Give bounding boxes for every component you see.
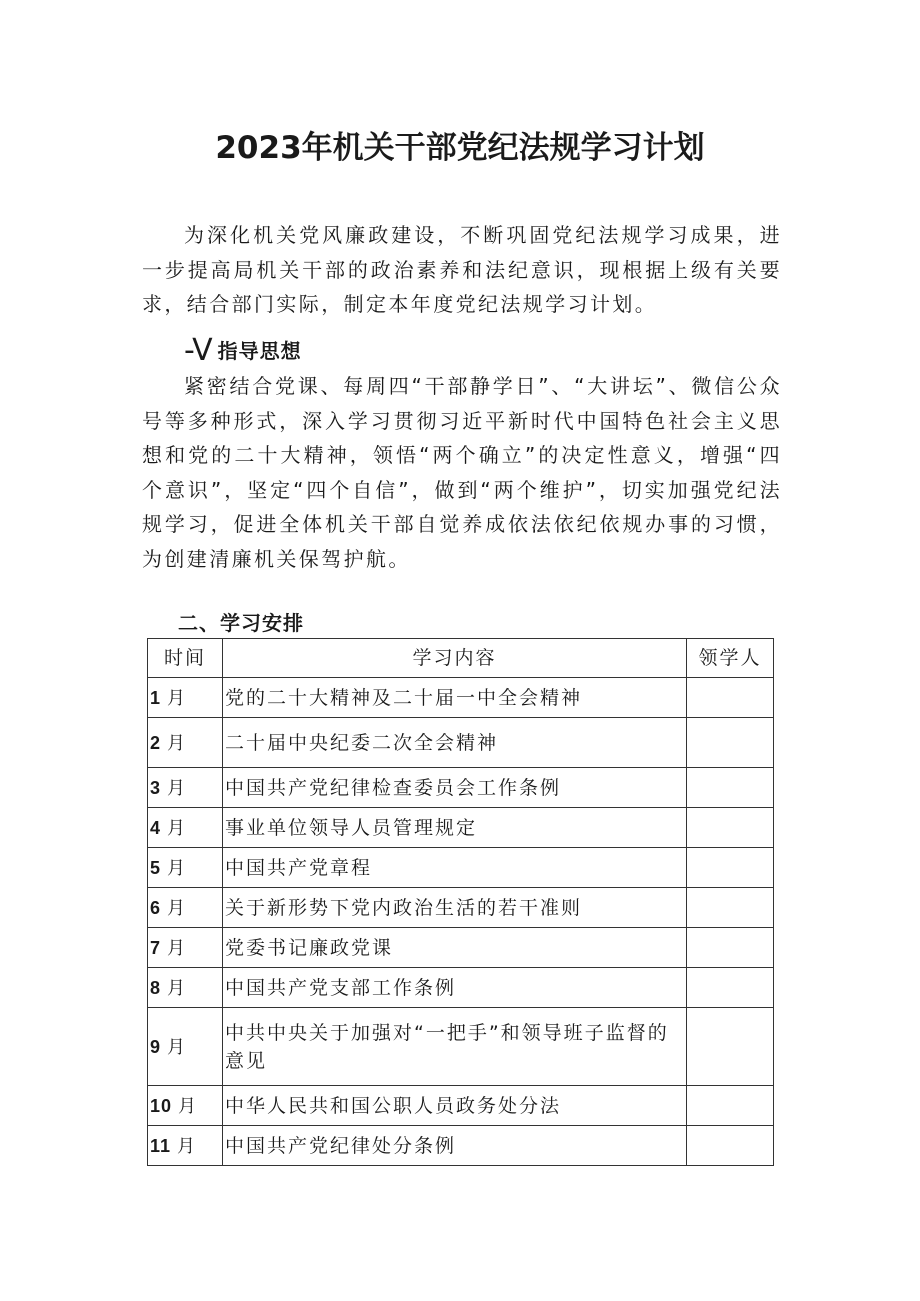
month-unit: 月 <box>167 857 187 878</box>
header-time: 时间 <box>148 639 223 678</box>
month-cell <box>148 848 223 888</box>
table-row <box>148 928 774 968</box>
table-row <box>148 678 774 718</box>
month-number: 2 <box>150 732 162 753</box>
month-unit: 月 <box>167 1036 187 1057</box>
month-number: 9 <box>150 1036 162 1057</box>
leader-cell <box>687 768 774 808</box>
schedule-body <box>148 678 774 1166</box>
content-cell: 中国共产党支部工作条例 <box>223 968 687 1008</box>
intro-paragraph: 为深化机关党风廉政建设，不断巩固党纪法规学习成果，进一步提高局机关干部的政治素养和法纪意识，现根据上级有关要求，结合部门实际，制定本年度党纪法规学习计划。 <box>142 223 782 316</box>
leader-cell <box>687 718 774 768</box>
table-row <box>148 888 774 928</box>
month-unit: 月 <box>167 687 187 708</box>
section-1-title: 指导思想 <box>217 339 302 363</box>
leader-cell <box>687 1126 774 1166</box>
content-cell: 二十届中央纪委二次全会精神 <box>223 718 687 768</box>
table-row <box>148 768 774 808</box>
month-cell <box>148 968 223 1008</box>
content-cell: 党的二十大精神及二十届一中全会精神 <box>223 678 687 718</box>
leader-cell <box>687 848 774 888</box>
content-cell: 中国共产党纪律检查委员会工作条例 <box>223 768 687 808</box>
section-2-heading: 二、学习安排 <box>178 611 304 635</box>
month-unit: 月 <box>167 732 187 753</box>
month-cell <box>148 928 223 968</box>
header-content: 学习内容 <box>223 639 687 678</box>
table-header-row <box>148 639 774 678</box>
table-row <box>148 1126 774 1166</box>
table-row <box>148 718 774 768</box>
month-cell <box>148 888 223 928</box>
content-cell: 关于新形势下党内政治生活的若干准则 <box>223 888 687 928</box>
month-number: 10 <box>150 1095 173 1116</box>
table-row <box>148 808 774 848</box>
section-1-heading <box>184 333 302 368</box>
leader-cell <box>687 888 774 928</box>
month-unit: 月 <box>177 1135 197 1156</box>
month-number: 1 <box>150 687 162 708</box>
leader-cell <box>687 1008 774 1086</box>
leader-cell <box>687 1086 774 1126</box>
content-cell: 中共中央关于加强对“一把手”和领导班子监督的意见 <box>223 1008 687 1086</box>
month-cell <box>148 768 223 808</box>
month-unit: 月 <box>167 817 187 838</box>
leader-cell <box>687 968 774 1008</box>
table-row <box>148 848 774 888</box>
section-1-number: -V <box>184 333 212 368</box>
month-number: 4 <box>150 817 162 838</box>
content-cell: 中国共产党纪律处分条例 <box>223 1126 687 1166</box>
month-unit: 月 <box>167 977 187 998</box>
month-number: 5 <box>150 857 162 878</box>
leader-cell <box>687 808 774 848</box>
month-number: 6 <box>150 897 162 918</box>
leader-cell <box>687 678 774 718</box>
study-schedule-table <box>147 638 774 1166</box>
document-title: 2023年机关干部党纪法规学习计划 <box>215 130 705 166</box>
content-cell: 中华人民共和国公职人员政务处分法 <box>223 1086 687 1126</box>
table-row <box>148 1086 774 1126</box>
content-cell: 中国共产党章程 <box>223 848 687 888</box>
month-unit: 月 <box>167 937 187 958</box>
month-number: 11 <box>150 1135 172 1156</box>
month-number: 3 <box>150 777 162 798</box>
month-unit: 月 <box>178 1095 198 1116</box>
content-cell: 党委书记廉政党课 <box>223 928 687 968</box>
table-row <box>148 968 774 1008</box>
leader-cell <box>687 928 774 968</box>
table-row <box>148 1008 774 1086</box>
content-cell: 事业单位领导人员管理规定 <box>223 808 687 848</box>
header-leader: 领学人 <box>687 639 774 678</box>
month-cell <box>148 1086 223 1126</box>
month-number: 8 <box>150 977 162 998</box>
month-cell <box>148 1008 223 1086</box>
month-unit: 月 <box>167 897 187 918</box>
month-number: 7 <box>150 937 162 958</box>
month-cell <box>148 808 223 848</box>
month-cell <box>148 678 223 718</box>
month-unit: 月 <box>167 777 187 798</box>
month-cell <box>148 718 223 768</box>
month-cell <box>148 1126 223 1166</box>
guiding-principle-paragraph: 紧密结合党课、每周四“干部静学日”、“大讲坛”、微信公众号等多种形式，深入学习贯彻习近平新时代中国特色社会主义思想和党的二十大精神，领悟“两个确立”的决定性意义，增强“四个意识”，坚定“四个自信”，做到“两个维护”，切实加强党纪法规学习，促进全体机关干部自觉养成依法依纪依规办事的习惯，为创建清廉机关保驾护航。 <box>142 374 782 571</box>
